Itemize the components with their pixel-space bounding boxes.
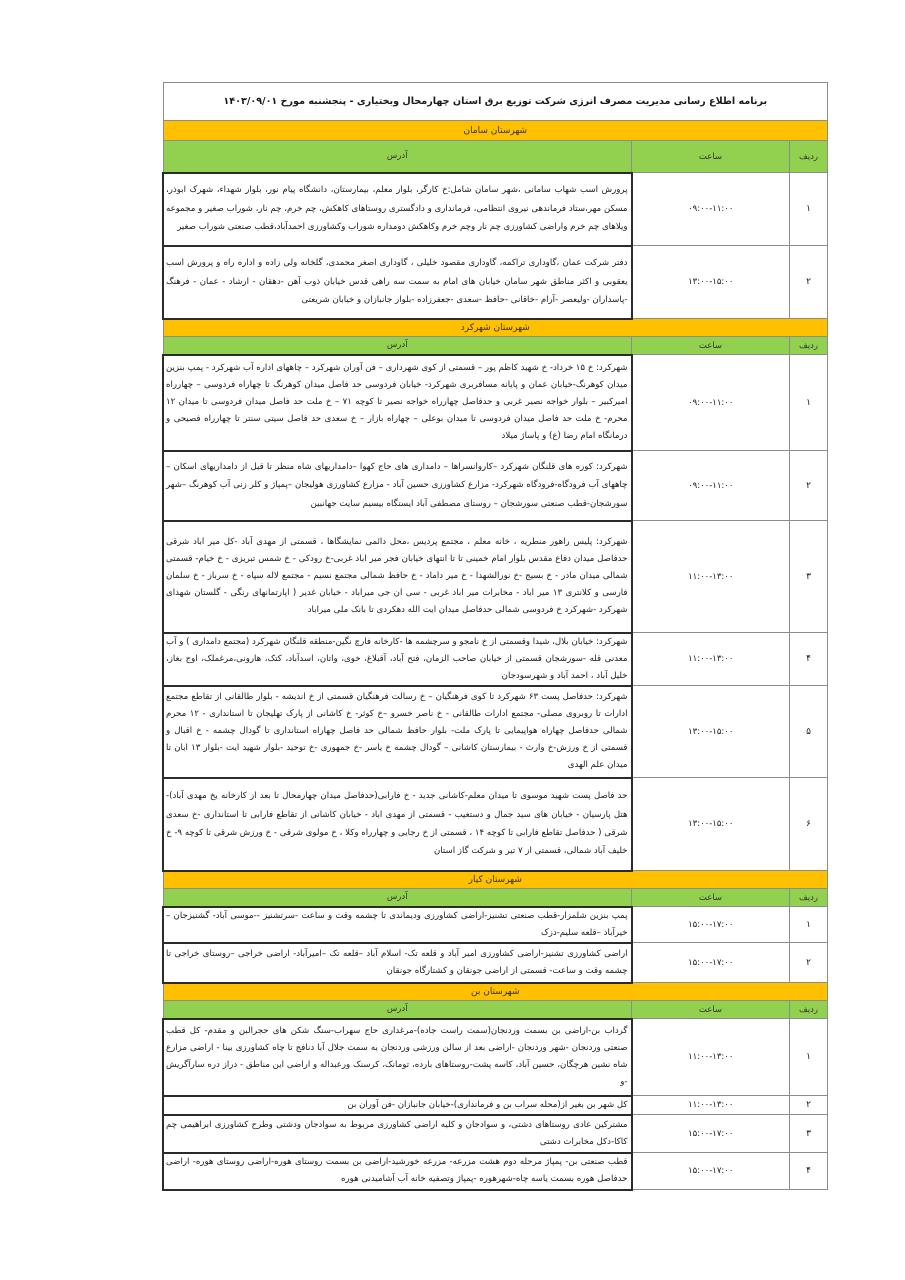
- table-row: [163, 633, 828, 686]
- table-row: [163, 173, 828, 246]
- row-time: ۱۳:۰۰-۱۵:۰۰: [632, 686, 790, 778]
- row-time: ۱۵:۰۰-۱۷:۰۰: [632, 1115, 790, 1153]
- row-time: ۱۵:۰۰-۱۷:۰۰: [632, 907, 790, 943]
- row-time: ۱۱:۰۰-۱۳:۰۰: [632, 1019, 790, 1096]
- power-outage-schedule-document: [162, 82, 828, 1191]
- row-time: ۱۱:۰۰-۱۳:۰۰: [632, 1096, 790, 1115]
- table-row: [163, 1153, 828, 1190]
- county-row-kiar: [163, 871, 828, 889]
- row-index: ۱: [790, 907, 828, 943]
- table-row: [163, 1096, 828, 1115]
- row-address: شهرکرد: خیابان بلال، شیدا وقسمتی از خ نامجو و سرچشمه ها -کارخانه فارچ نگین-منطقه قلنگان شهرکرد (مجتمع دامداری ) و آب معدنی قله -سورشجان قسمتی از خیابان صاحب الزمان، فتح آباد، آقبلاغ، خوی، واتان، اسدآباد، کتک، هارونی،مرغملک، اوج بغاز، خلیل آباد ، احمد آباد و شهرسودجان: [163, 633, 632, 686]
- table-row: [163, 686, 828, 778]
- table-row: [163, 778, 828, 871]
- column-header-index: ردیف: [790, 1001, 828, 1019]
- column-header-time: ساعت: [632, 1001, 790, 1019]
- row-time: ۰۹:۰۰-۱۱:۰۰: [632, 451, 790, 521]
- column-header-row: [163, 889, 828, 907]
- row-index: ۴: [790, 1153, 828, 1190]
- schedule-table: [162, 82, 828, 1191]
- row-index: ۲: [790, 1096, 828, 1115]
- column-header-address: آدرس: [163, 337, 632, 355]
- county-title: شهرستان شهرکرد: [163, 319, 828, 337]
- row-index: ۶: [790, 778, 828, 871]
- row-address: شهرکرد: خ ۱۵ خرداد- خ شهید کاظم پور – قسمتی از کوی شهرداری – فن آوران شهرکرد – چاههای اداره آب شهرکرد - پمپ بنزین میدان کوهرنگ-خیابان عمان و پایانه مسافربری شهرکرد- خیابان فردوسی حد فاصل میدان کوهرنگ تا چهاراه فردوسی – چهارراه امیرکبیر – بلوار خواجه نصیر غربی و حدفاصل چهارراه خواجه نصیر تا کوچه ۷۱ – خ ملت حد فاصل میدان فردوسی تا میدان ۱۲ محرم- خ ملت حد فاصل میدان فردوسی تا میدان بوعلی – چهاراه بازار – خ سعدی حد فاصل سیتی سنتر تا چهارراه فصیحی و درمانگاه امام رضا (ع) و پاساژ میلاد: [163, 355, 632, 451]
- row-time: ۱۱:۰۰-۱۳:۰۰: [632, 633, 790, 686]
- row-index: ۲: [790, 451, 828, 521]
- row-index: ۳: [790, 521, 828, 633]
- row-address: کل شهر بن بغیر از(محله سراب بن و فرمانداری)-خیابان جانبازان -فن آوران بن: [163, 1096, 632, 1115]
- column-header-row: [163, 1001, 828, 1019]
- row-time: ۰۹:۰۰-۱۱:۰۰: [632, 355, 790, 451]
- table-row: [163, 907, 828, 943]
- row-address: قطب صنعتی بن- پمپاژ مرحله دوم هشت مزرعه- مزرعه خورشید-اراضی بن بسمت روستای هوره-اراضی روستای هوره- اراضی حدفاصل هوره بسمت یاسه چاه-شهرهوره -پمپاژ وتصفیه خانه آب آشامیدنی هوره: [163, 1153, 632, 1190]
- row-index: ۴: [790, 633, 828, 686]
- row-address: گرداب بن-اراضی بن بسمت وردنجان(سمت راست جاده)-مرغداری حاج سهراب-سنگ شکن های حجرالبن و مقدم- کل قطب صنعتی وردنجان -شهر وردنجان -اراضی بعد از سالن ورزشی وردنجان به سمت جلال آبا دنافج تا چاه کشاورزی بینا - اراضی مزارع شاه نشین هرچگان، حسین آباد، کاسه پشت-روستاهای بارده، تومانک، کرسنک ورعبداله و اراضی این مناطق - دراز دره سارآگریش -و: [163, 1019, 632, 1096]
- table-row: [163, 246, 828, 319]
- row-address: حد فاصل پست شهید موسوی تا میدان معلم-کاشانی جدید - خ فارابی(حدفاصل میدان چهارمحال تا بعد از کارخانه یخ مهدی آباد)-هتل پارسیان - خیابان های سید جمال و دستغیب - قسمتی از مهدی اباد - خیابان کاشانی از تقاطع فارابی تا استانداری -خ سعدی شرقی ( حدفاصل تقاطع فارابی تا کوچه ۱۴ ، قسمتی از خ رجایی و چهارراه وکلا ، خ مولوی شرقی - خ ورزش شرقی تا کوچه ۹- خ خلیف آباد شمالی، قسمتی از ۷ تیر و شرکت گاز استان: [163, 778, 632, 871]
- column-header-row: [163, 337, 828, 355]
- title-row: [163, 83, 828, 121]
- county-row-ben: [163, 983, 828, 1001]
- row-index: ۲: [790, 246, 828, 319]
- row-index: ۱: [790, 173, 828, 246]
- column-header-index: ردیف: [790, 889, 828, 907]
- row-time: ۰۹:۰۰-۱۱:۰۰: [632, 173, 790, 246]
- county-title: شهرستان کیار: [163, 871, 828, 889]
- column-header-time: ساعت: [632, 337, 790, 355]
- row-index: ۲: [790, 943, 828, 983]
- table-row: [163, 1019, 828, 1096]
- row-address: شهرکرد: کوره های قلنگان شهرکرد –کاروانسراها – دامداری های حاج کهوا –دامداریهای شاه منظر تا قبل از دامداریهای اسکان –چاههای آب فرودگاه-فرودگاه شهرکرد- مزارع کشاورزی حسین آباد - مزارع کشاورزی هولیجان –پمپاژ و کلر زنی آب کوهرنگ –شهر سورشجان-قطب صنعتی سورشجان – روستای مصطفی آباد ایستگاه بیسیم سایت جهانبین: [163, 451, 632, 521]
- column-header-row: [163, 141, 828, 173]
- document-title: برنامه اطلاع رسانی مدیریت مصرف انرژی شرکت توزیع برق استان چهارمحال وبختیاری - پنجشنبه مورخ ۱۴۰۳/۰۹/۰۱: [163, 83, 828, 121]
- table-row: [163, 451, 828, 521]
- row-address: اراضی کشاورزی تشنیز-اراضی کشاورزی امیر آباد و قلعه تک- اسلام آباد –قلعه تک –امیرآباد- اراضی خراجی –روستای خراجی تا چشمه وقت و ساعت- قسمتی از اراضی جونقان و کشتارگاه جونقان: [163, 943, 632, 983]
- row-index: ۳: [790, 1115, 828, 1153]
- table-row: [163, 943, 828, 983]
- row-time: ۱۳:۰۰-۱۵:۰۰: [632, 778, 790, 871]
- column-header-index: ردیف: [790, 141, 828, 173]
- row-time: ۱۵:۰۰-۱۷:۰۰: [632, 943, 790, 983]
- row-address: پمپ بنزین شلمزار-قطب صنعتی تشنیز-اراضی کشاورزی ودیماندی تا چشمه وقت و ساعت -سرتشنیز --موسی آباد- گشنیزجان –خیرآباد –قلعه سلیم-دزک: [163, 907, 632, 943]
- county-row-shahrekord: [163, 319, 828, 337]
- row-time: ۱۱:۰۰-۱۳:۰۰: [632, 521, 790, 633]
- table-row: [163, 1115, 828, 1153]
- row-address: شهرکرد: حدفاصل پست ۶۳ شهرکرد تا کوی فرهنگیان – خ رسالت فرهنگیان قسمتی از خ اندیشه - بلوار طالقانی از تقاطع مجتمع ادارات تا روبروی مصلی- مجتمع ادارات طالقانی - خ ناصر خسرو –خ کوثر- خ کاشانی از پارک تهلیجان تا استانداری - ۱۲ محرم شمالی حدفاصل چهاراه هواپیمایی تا پارک ملت- بلوار حافظ شمالی حد فاصل چهاراه استانداری تا گودال چشمه - خ اقبال و قسمتی از خ ورزش-خ وارث - بیمارستان کاشانی – گودال چشمه خ یاسر -خ جمهوری -خ توحید -بلوار شهید ایت -بلوار ۱۳ ابان تا میدان علم الهدی: [163, 686, 632, 778]
- county-row-saman: [163, 121, 828, 141]
- row-index: ۵: [790, 686, 828, 778]
- column-header-address: آدرس: [163, 889, 632, 907]
- row-address: شهرکرد: پلیس راهور منطریه ، خانه معلم ، مجتمع پردیس ،محل دائمی نمایشگاها ، قسمتی از مهدی آباد -کل میر اباد شرقی حدفاصل میدان دفاع مقدس بلوار امام خمینی تا تا انتهای خیابان فجر میر اباد غربی-خ رودکی - خ شمس تبریزی - خ خیام- قسمتی شمالی میدان مادر - خ بسیج -خ نورالشهدا - خ میر داماد - خ حافظ شمالی مجتمع نسیم - مجتمع لاله سپاه - خ سرباز - خ سلمان فارسی و کلانتری ۱۳ میر اباد - مخابرات میر اباد غربی - سی ان جی میراباد - خیابان غدیر ( اپارتمانهای رنگی - گلستان شهدای شهرکرد -شهرکرد خ فردوسی شمالی حدفاصل میدان ایت الله دهکردی تا بانک ملی میراباد: [163, 521, 632, 633]
- column-header-address: آدرس: [163, 141, 632, 173]
- row-time: ۱۳:۰۰-۱۵:۰۰: [632, 246, 790, 319]
- county-title: شهرستان بن: [163, 983, 828, 1001]
- table-row: [163, 521, 828, 633]
- county-title: شهرستان سامان: [163, 121, 828, 141]
- column-header-address: آدرس: [163, 1001, 632, 1019]
- row-address: پرورش اسب شهاب سامانی ،شهر سامان شامل:خ کارگر، بلوار معلم، بیمارستان، دانشگاه پیام نور، بلوار شهداء، شهرک ابوذر، مسکن مهر،ستاد فرماندهی نیروی انتظامی، فرمانداری و دادگستری روستاهای کاهکش، چم خرم، چم نار، شوراب صغیر و مجموعه ویلاهای چم خرم واراضی کشاورزی چم نار وچم خرم وکاهکش دومداره شوراب وکشاورزی احمدآباد،قطب صنعتی شوراب صغیر: [163, 173, 632, 246]
- row-index: ۱: [790, 355, 828, 451]
- row-address: مشترکین عادی روستاهای دشتی، و سوادجان و کلیه اراضی کشاورزی مربوط به سوادجان ودشتی وطرح کشاورزی ابراهیمی چم کاکا-دکل مخابرات دشتی: [163, 1115, 632, 1153]
- table-row: [163, 355, 828, 451]
- column-header-index: ردیف: [790, 337, 828, 355]
- row-index: ۱: [790, 1019, 828, 1096]
- column-header-time: ساعت: [632, 141, 790, 173]
- row-address: دفتر شرکت عمان ،گاوداری تراکمه، گاوداری مقصود خلیلی ، گاوداری اصغر محمدی، گلخانه ولی زاده و اداره راه و پرورش اسب یعقوبی و اکثر مناطق شهر سامان خیابان های امام به سمت سه راهی قدس خیابان ذوب آهن -دهقان - ارشاد - عمان - فرهنگ -پاسداران -ولیعصر -آرام -خاقانی -حافظ -سعدی -جعفرزاده -بلوار جانبازان و خیابان شریعتی: [163, 246, 632, 319]
- column-header-time: ساعت: [632, 889, 790, 907]
- row-time: ۱۵:۰۰-۱۷:۰۰: [632, 1153, 790, 1190]
